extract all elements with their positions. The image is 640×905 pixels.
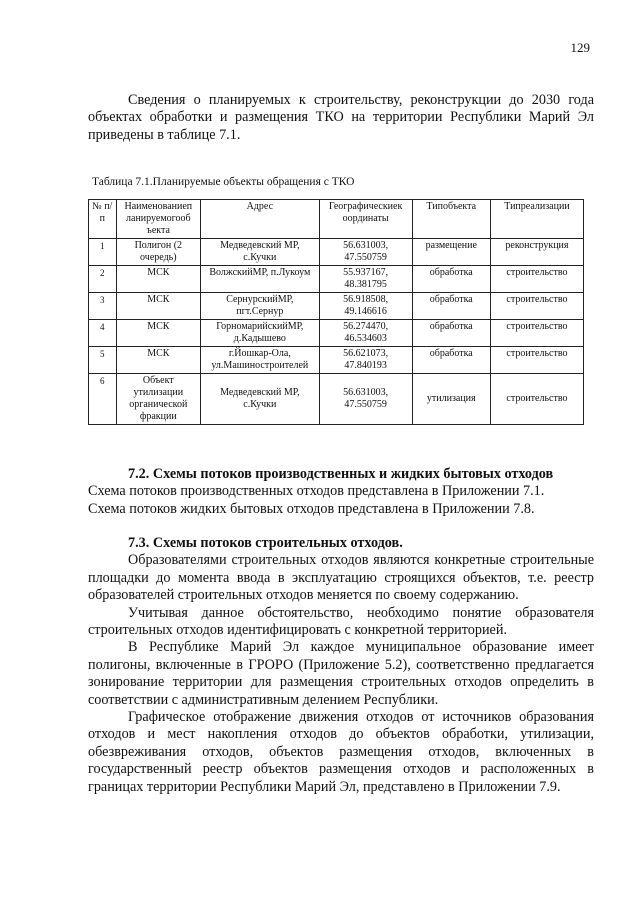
table-row	[89, 320, 584, 347]
header-cell-name: Наименованиеп ланируемогооб ъекта	[116, 200, 201, 239]
intro-line: объектах обработки и размещения ТКО на территории Республики Марий Эл	[88, 109, 594, 126]
section-7-3-paragraph-4: Графическое отображение движения отходов от источников образования отходов и мест накопления отходов до объектов обработки, утилизации, обезвреживания отходов, объектов размещения отходов, включенных в государственный реестр объектов размещения отходов и расположенных в границах территории Республики Марий Эл, представлено в Приложении 7.9.	[88, 709, 594, 795]
cell-object-type: обработка	[412, 266, 490, 293]
intro-line: Сведения о планируемых к строительству, реконструкции до 2030 года	[128, 92, 594, 108]
table-row	[89, 293, 584, 320]
section-7-2-heading: 7.2. Схемы потоков производственных и жидких бытовых отходов	[128, 466, 554, 482]
cell-coordinates: 56.631003, 47.550759	[319, 374, 412, 425]
table-row	[89, 239, 584, 266]
intro-paragraph	[88, 92, 594, 144]
cell-object-type: утилизация	[412, 374, 490, 425]
page-number: 129	[570, 40, 590, 55]
table-header-row	[89, 200, 584, 239]
cell-address: ГорномарийскийМР, д.Кадышево	[201, 320, 319, 347]
cell-address: Медведевский МР, с.Кучки	[201, 239, 319, 266]
cell-number: 4	[89, 320, 117, 347]
cell-number: 5	[89, 347, 117, 374]
header-cell-coordinates: Географическиек оординаты	[319, 200, 412, 239]
cell-object-type: обработка	[412, 347, 490, 374]
section-7-2-line: Схема потоков жидких бытовых отходов представлена в Приложении 7.8.	[88, 500, 535, 517]
section-7-3-paragraph-2: Учитывая данное обстоятельство, необходимо понятие образователя строительных отходов идентифицировать с конкретной территорией.	[88, 604, 594, 639]
section-7-2	[88, 466, 594, 518]
cell-implementation-type: строительство	[490, 374, 583, 425]
cell-address: г.Йошкар-Ола, ул.Машиностроителей	[201, 347, 319, 374]
cell-coordinates: 56.274470, 46.534603	[319, 320, 412, 347]
section-7-3	[88, 535, 594, 796]
cell-implementation-type: строительство	[490, 293, 583, 320]
cell-number: 3	[89, 293, 117, 320]
cell-object-type: обработка	[412, 320, 490, 347]
table-row	[89, 347, 584, 374]
cell-object-type: размещение	[412, 239, 490, 266]
section-7-3-paragraph-3: В Республике Марий Эл каждое муниципальное образование имеет полигоны, включенные в ГРОРО (Приложение 5.2), соответственно предлагается зонирование территории для размещения строительных отходов определить в соответствии с административным делением Республики.	[88, 639, 594, 708]
section-7-2-line: Схема потоков производственных отходов представлена в Приложении 7.1.	[88, 483, 545, 500]
header-cell-object-type: Типобъекта	[412, 200, 490, 239]
section-7-3-heading: 7.3. Схемы потоков строительных отходов.	[128, 535, 403, 551]
header-cell-implementation-type: Типреализации	[490, 200, 583, 239]
table-row	[89, 266, 584, 293]
cell-implementation-type: реконструкция	[490, 239, 583, 266]
cell-implementation-type: строительство	[490, 320, 583, 347]
cell-coordinates: 56.918508, 49.146616	[319, 293, 412, 320]
cell-name: МСК	[116, 293, 201, 320]
cell-name: МСК	[116, 347, 201, 374]
cell-number: 2	[89, 266, 117, 293]
cell-name: МСК	[116, 320, 201, 347]
section-7-3-paragraph-1: Образователями строительных отходов являются конкретные строительные площадки до момента ввода в эксплуатацию строящихся объектов, т.е. реестр образователей строительных отходов меняется по своему содержанию.	[88, 552, 594, 604]
header-cell-address: Адрес	[201, 200, 319, 239]
cell-number: 1	[89, 239, 117, 266]
cell-implementation-type: строительство	[490, 347, 583, 374]
planned-objects-table	[88, 199, 584, 425]
cell-implementation-type: строительство	[490, 266, 583, 293]
cell-name: Объект утилизации органической фракции	[116, 374, 201, 425]
table-caption: Таблица 7.1.Планируемые объекты обращения с ТКО	[92, 176, 355, 188]
table-row	[89, 374, 584, 425]
cell-name: Полигон (2 очередь)	[116, 239, 201, 266]
cell-object-type: обработка	[412, 293, 490, 320]
cell-number: 6	[89, 374, 117, 425]
cell-name: МСК	[116, 266, 201, 293]
cell-coordinates: 56.621073, 47.840193	[319, 347, 412, 374]
cell-coordinates: 55.937167, 48.381795	[319, 266, 412, 293]
intro-line: приведены в таблице 7.1.	[88, 126, 241, 143]
header-cell-number: № п/п	[89, 200, 117, 239]
cell-address: СернурскийМР, пгт.Сернур	[201, 293, 319, 320]
cell-address: ВолжскийМР, п.Лукоум	[201, 266, 319, 293]
cell-coordinates: 56.631003, 47.550759	[319, 239, 412, 266]
cell-address: Медведевский МР, с.Кучки	[201, 374, 319, 425]
